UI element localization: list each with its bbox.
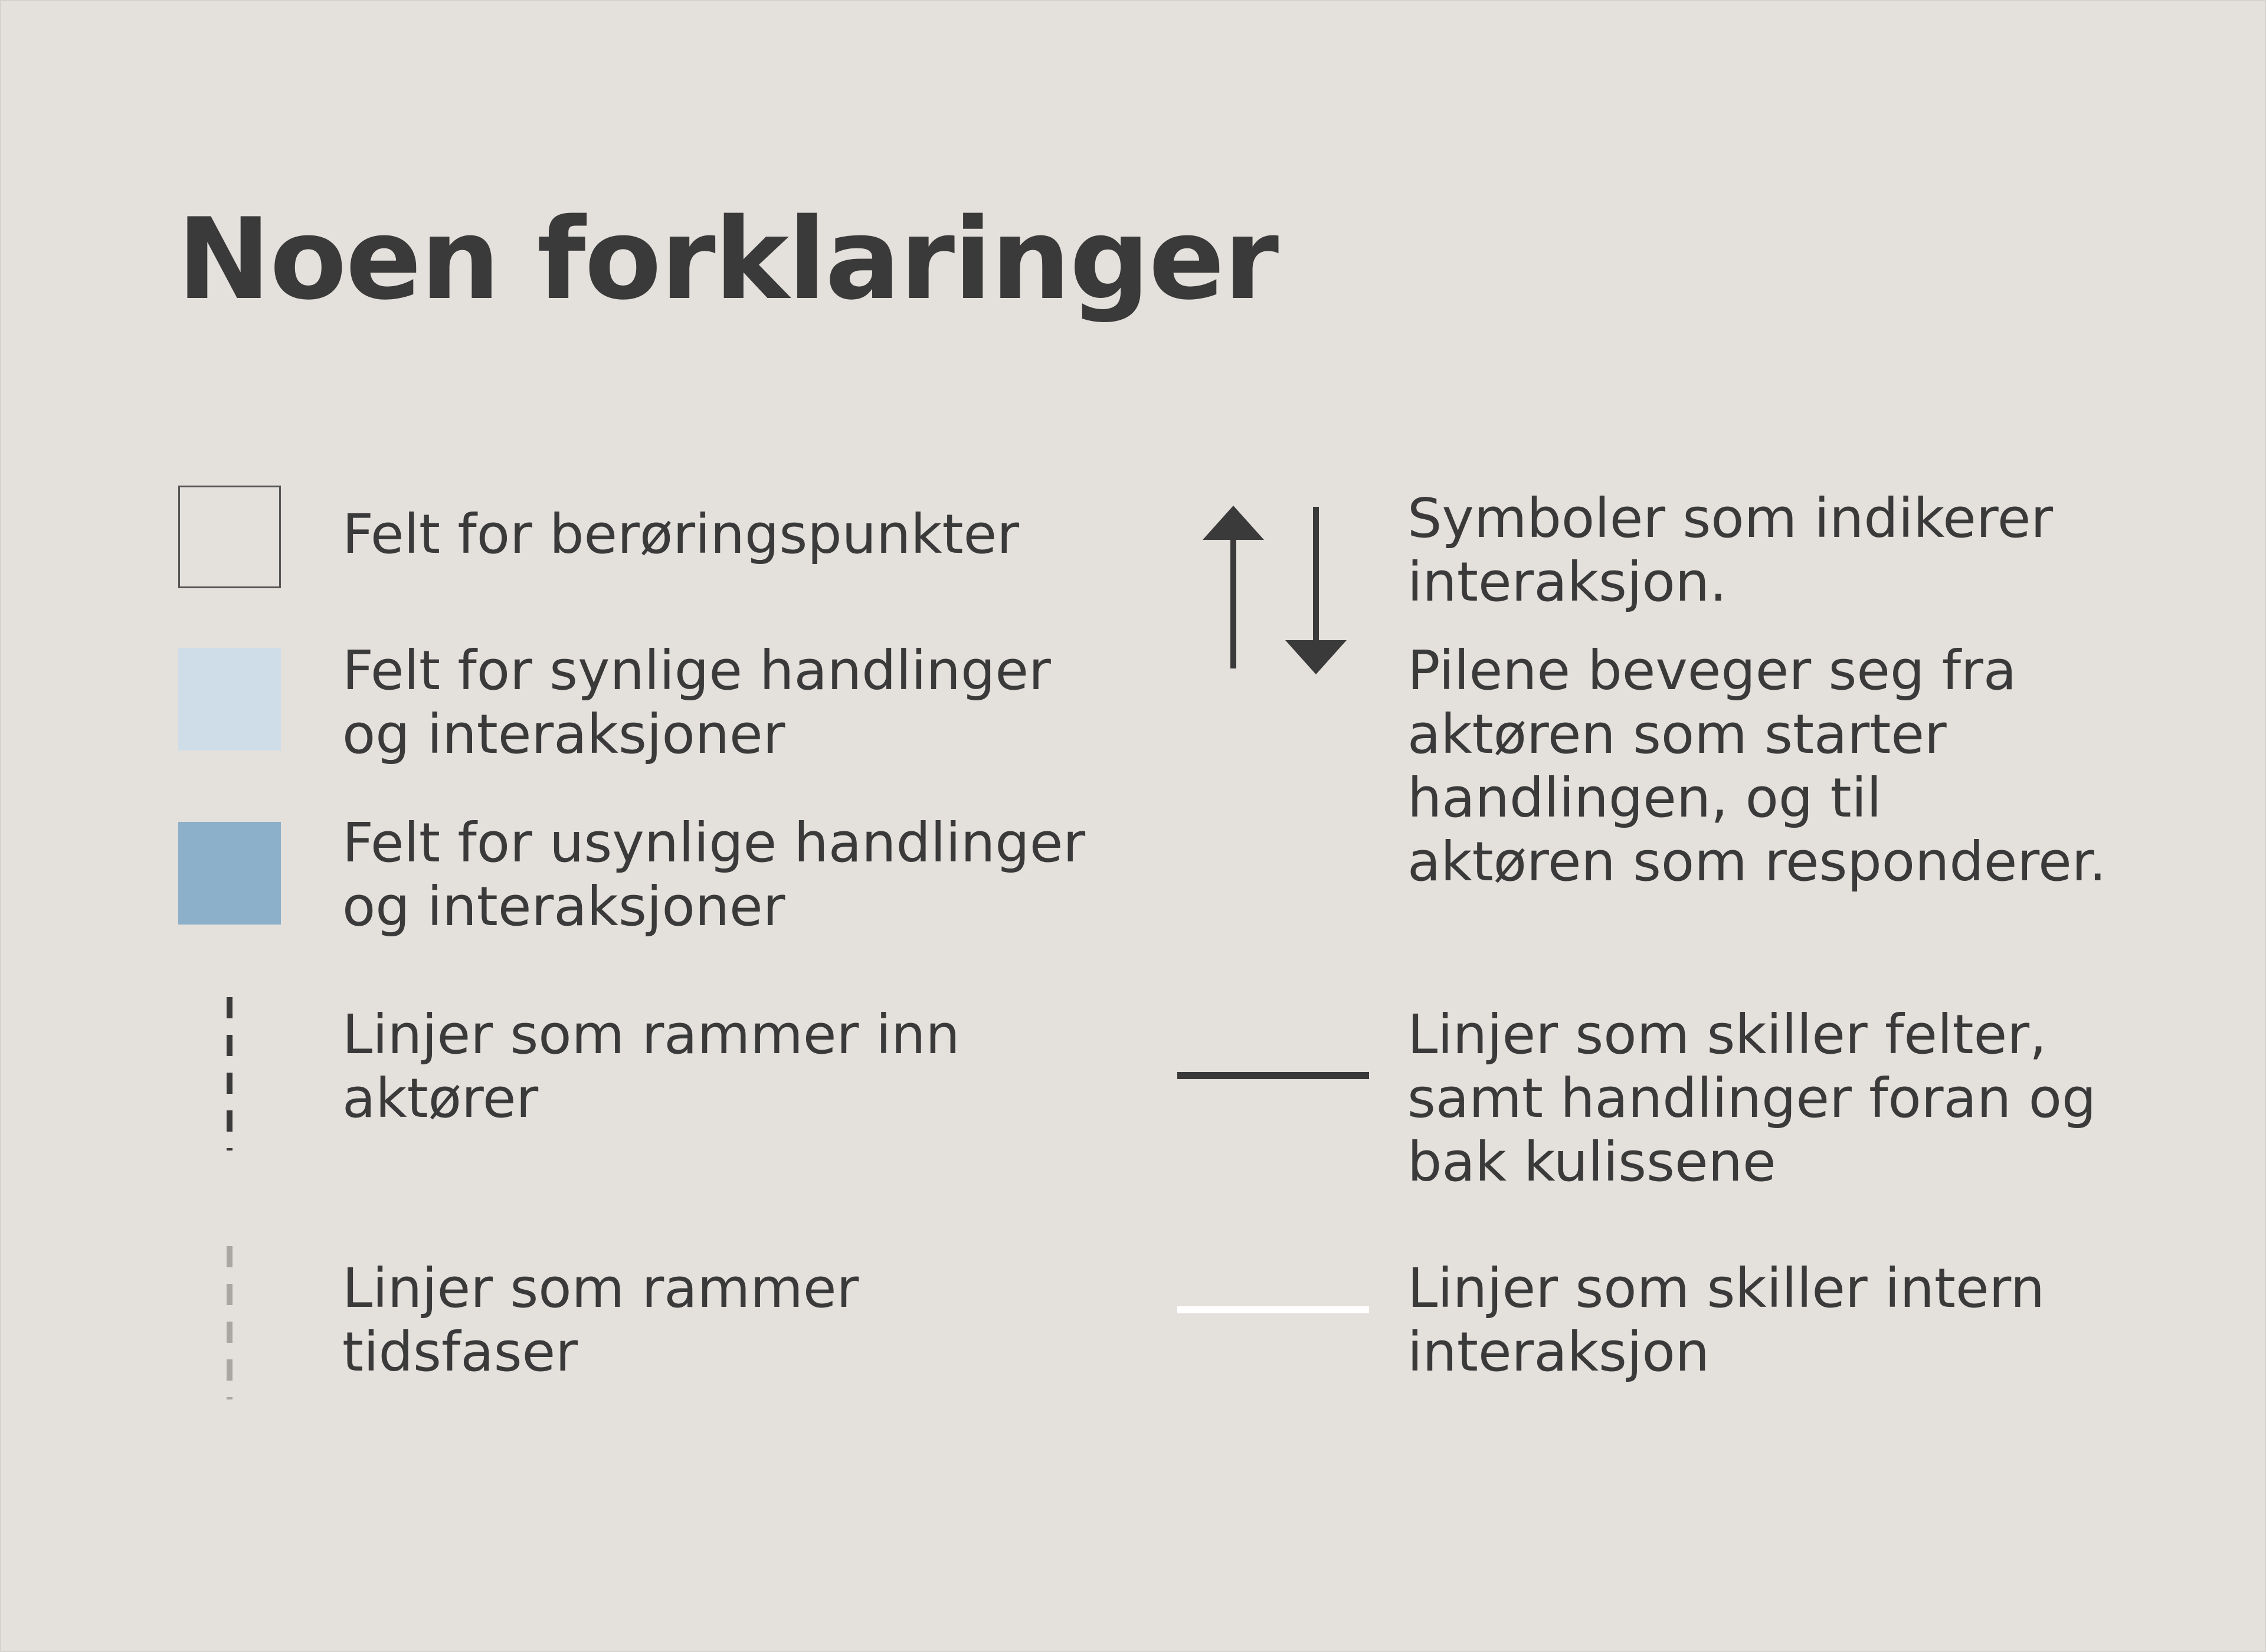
legend-label-line: Felt for usynlige handlinger <box>342 811 1086 874</box>
grey-dashed-line-icon <box>227 1246 233 1399</box>
legend-label-line: interaksjon. <box>1407 550 1727 614</box>
page-title: Noen forklaringer <box>177 194 1278 324</box>
white-solid-line-icon <box>1177 1306 1369 1313</box>
legend-label-time-phases <box>342 1257 859 1384</box>
legend-label-internal-interaction <box>1407 1257 2045 1384</box>
up-down-arrows-icon <box>1198 504 1351 676</box>
legend-label-line: Linjer som skiller intern <box>1407 1257 2045 1320</box>
legend-label-field-separators <box>1407 1003 2096 1194</box>
legend-label-line: Linjer som rammer inn <box>342 1003 960 1066</box>
legend-label-visible-actions <box>342 639 1051 766</box>
empty-square-swatch-icon <box>178 486 281 588</box>
legend-label-arrow-direction <box>1407 639 2106 894</box>
legend-label-line: samt handlinger foran og <box>1407 1067 2097 1130</box>
legend-label-line: interaksjon <box>1407 1320 1710 1384</box>
legend-label-line: Pilene beveger seg fra <box>1407 639 2017 702</box>
light-blue-swatch-icon <box>178 648 281 750</box>
legend-label-line: Linjer som rammer <box>342 1257 859 1320</box>
legend-label-line: Symboler som indikerer <box>1407 487 2054 550</box>
legend-label-line: bak kulissene <box>1407 1130 1776 1194</box>
legend-label-line: tidsfaser <box>342 1320 578 1384</box>
legend-label-actor-frames <box>342 1003 960 1130</box>
legend-label-line: handlingen, og til <box>1407 766 1882 830</box>
legend-label-line: Felt for berøringspunkter <box>342 503 1020 566</box>
legend-label-touchpoints <box>342 503 1019 566</box>
dark-solid-line-icon <box>1177 1072 1369 1079</box>
legend-label-line: og interaksjoner <box>342 703 785 766</box>
legend-label-line: aktører <box>342 1067 539 1130</box>
legend-label-line: Linjer som skiller felter, <box>1407 1003 2047 1066</box>
legend-label-line: Felt for synlige handlinger <box>342 639 1051 702</box>
legend-label-interaction-symbols <box>1407 487 2053 614</box>
legend-label-line: aktøren som starter <box>1407 703 1947 766</box>
legend-label-invisible-actions <box>342 811 1085 939</box>
legend-label-line: aktøren som responderer. <box>1407 830 2107 893</box>
legend-label-line: og interaksjoner <box>342 875 785 938</box>
dark-blue-swatch-icon <box>178 822 281 925</box>
dark-dashed-line-icon <box>227 997 233 1150</box>
